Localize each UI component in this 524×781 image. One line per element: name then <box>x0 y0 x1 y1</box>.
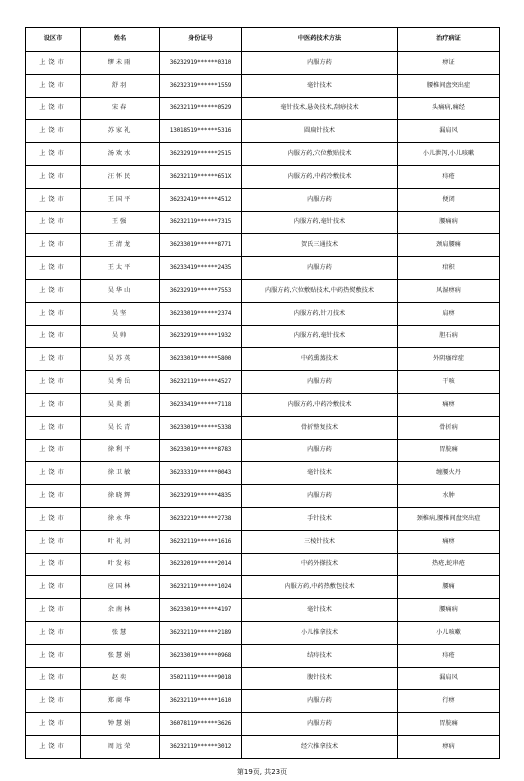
id-number-cell: 36232919******2515 <box>160 143 242 166</box>
district-cell: 上饶市 <box>26 576 81 599</box>
id-number-cell: 36233019******5338 <box>160 416 242 439</box>
condition-cell: 疳积 <box>398 257 500 280</box>
technique-cell: 三棱针技术 <box>242 530 398 553</box>
table-row <box>26 599 500 622</box>
id-number-cell: 36233019******8783 <box>160 439 242 462</box>
name-cell: 徐利平 <box>81 439 160 462</box>
name-cell: 宋春 <box>81 97 160 120</box>
district-cell: 上饶市 <box>26 530 81 553</box>
condition-cell: 颈肩腰痛 <box>398 234 500 257</box>
technique-cell: 腹针技术 <box>242 667 398 690</box>
table-row <box>26 485 500 508</box>
table-row <box>26 667 500 690</box>
name-cell: 舒羽 <box>81 74 160 97</box>
technique-cell: 手针技术 <box>242 507 398 530</box>
name-cell: 张慧娟 <box>81 644 160 667</box>
id-number-cell: 35021119******9018 <box>160 667 242 690</box>
district-cell: 上饶市 <box>26 257 81 280</box>
header-district: 设区市 <box>26 28 81 52</box>
name-cell: 钟慧娟 <box>81 713 160 736</box>
technique-cell: 内服方药,中药热敷包技术 <box>242 576 398 599</box>
technique-cell: 内服方药 <box>242 188 398 211</box>
condition-cell: 胆石病 <box>398 325 500 348</box>
technique-cell: 毫针技术,悬灸技术,刮痧技术 <box>242 97 398 120</box>
condition-cell: 骨折病 <box>398 416 500 439</box>
name-cell: 郑商华 <box>81 690 160 713</box>
practitioner-table <box>25 27 500 759</box>
technique-cell: 内服方药 <box>242 257 398 280</box>
id-number-cell: 36233019******2374 <box>160 302 242 325</box>
name-cell: 王清龙 <box>81 234 160 257</box>
technique-cell: 贺氏三通技术 <box>242 234 398 257</box>
condition-cell: 腰痛病 <box>398 599 500 622</box>
district-cell: 上饶市 <box>26 348 81 371</box>
technique-cell: 中药外搽技术 <box>242 553 398 576</box>
technique-cell: 内服方药,穴位敷贴技术 <box>242 143 398 166</box>
condition-cell: 小儿泄泻,小儿咳嗽 <box>398 143 500 166</box>
id-number-cell: 36233419******7118 <box>160 393 242 416</box>
district-cell: 上饶市 <box>26 211 81 234</box>
id-number-cell: 36232119******3012 <box>160 735 242 758</box>
district-cell: 上饶市 <box>26 553 81 576</box>
id-number-cell: 36233019******5800 <box>160 348 242 371</box>
condition-cell: 胃脘痛 <box>398 713 500 736</box>
technique-cell: 内服方药 <box>242 52 398 75</box>
id-number-cell: 36232219******2738 <box>160 507 242 530</box>
name-cell: 叶发标 <box>81 553 160 576</box>
table-body <box>26 52 500 759</box>
district-cell: 上饶市 <box>26 713 81 736</box>
table-row <box>26 97 500 120</box>
district-cell: 上饶市 <box>26 462 81 485</box>
table-row <box>26 393 500 416</box>
table-row <box>26 234 500 257</box>
condition-cell: 干咳 <box>398 371 500 394</box>
technique-cell: 结痔技术 <box>242 644 398 667</box>
name-cell: 徐晓辉 <box>81 485 160 508</box>
id-number-cell: 36232119******1024 <box>160 576 242 599</box>
table-row <box>26 325 500 348</box>
district-cell: 上饶市 <box>26 74 81 97</box>
id-number-cell: 36233019******4197 <box>160 599 242 622</box>
name-cell: 缪未雨 <box>81 52 160 75</box>
table-row <box>26 713 500 736</box>
condition-cell: 痔疮 <box>398 644 500 667</box>
technique-cell: 小儿推拿技术 <box>242 621 398 644</box>
condition-cell: 行痹 <box>398 690 500 713</box>
district-cell: 上饶市 <box>26 143 81 166</box>
name-cell: 苏家礼 <box>81 120 160 143</box>
name-cell: 汪怀民 <box>81 165 160 188</box>
district-cell: 上饶市 <box>26 371 81 394</box>
name-cell: 吴长青 <box>81 416 160 439</box>
name-cell: 王强 <box>81 211 160 234</box>
condition-cell: 头痛病,痛经 <box>398 97 500 120</box>
condition-cell: 水肿 <box>398 485 500 508</box>
id-number-cell: 36232119******7315 <box>160 211 242 234</box>
id-number-cell: 36232119******4527 <box>160 371 242 394</box>
table-row <box>26 530 500 553</box>
table-row <box>26 348 500 371</box>
table-row <box>26 439 500 462</box>
technique-cell: 骨折整复技术 <box>242 416 398 439</box>
condition-cell: 腰痛 <box>398 576 500 599</box>
page-number: 第19页, 共23页 <box>236 768 288 776</box>
technique-cell: 内服方药 <box>242 439 398 462</box>
id-number-cell: 36233419******2435 <box>160 257 242 280</box>
table-row <box>26 621 500 644</box>
technique-cell: 毫针技术 <box>242 599 398 622</box>
district-cell: 上饶市 <box>26 393 81 416</box>
header-technique: 中医药技术方法 <box>242 28 398 52</box>
condition-cell: 缠腰火丹 <box>398 462 500 485</box>
id-number-cell: 36232119******2189 <box>160 621 242 644</box>
id-number-cell: 13018519******5316 <box>160 120 242 143</box>
technique-cell: 内服方药 <box>242 371 398 394</box>
table-row <box>26 462 500 485</box>
id-number-cell: 36232919******7553 <box>160 279 242 302</box>
district-cell: 上饶市 <box>26 599 81 622</box>
id-number-cell: 36233019******0968 <box>160 644 242 667</box>
id-number-cell: 36078119******3626 <box>160 713 242 736</box>
condition-cell: 漏肩风 <box>398 667 500 690</box>
name-cell: 周远荣 <box>81 735 160 758</box>
id-number-cell: 36232119******1616 <box>160 530 242 553</box>
condition-cell: 痛痹 <box>398 393 500 416</box>
district-cell: 上饶市 <box>26 120 81 143</box>
district-cell: 上饶市 <box>26 485 81 508</box>
district-cell: 上饶市 <box>26 439 81 462</box>
name-cell: 余南林 <box>81 599 160 622</box>
technique-cell: 内服方药 <box>242 485 398 508</box>
condition-cell: 肩痹 <box>398 302 500 325</box>
table-row <box>26 279 500 302</box>
district-cell: 上饶市 <box>26 165 81 188</box>
district-cell: 上饶市 <box>26 667 81 690</box>
name-cell: 汤欢水 <box>81 143 160 166</box>
table-row <box>26 188 500 211</box>
condition-cell: 腰痛病 <box>398 211 500 234</box>
condition-cell: 颈椎病,腰椎间盘突出症 <box>398 507 500 530</box>
technique-cell: 毫针技术 <box>242 74 398 97</box>
name-cell: 王国平 <box>81 188 160 211</box>
condition-cell: 风湿痹病 <box>398 279 500 302</box>
table-row <box>26 416 500 439</box>
condition-cell: 漏肩风 <box>398 120 500 143</box>
table-row <box>26 165 500 188</box>
technique-cell: 毫针技术 <box>242 462 398 485</box>
district-cell: 上饶市 <box>26 507 81 530</box>
district-cell: 上饶市 <box>26 325 81 348</box>
id-number-cell: 36232919******0310 <box>160 52 242 75</box>
header-name: 姓名 <box>81 28 160 52</box>
id-number-cell: 36232119******0529 <box>160 97 242 120</box>
id-number-cell: 36233319******0043 <box>160 462 242 485</box>
table-row <box>26 553 500 576</box>
name-cell: 叶礼河 <box>81 530 160 553</box>
technique-cell: 圆扁针技术 <box>242 120 398 143</box>
district-cell: 上饶市 <box>26 690 81 713</box>
district-cell: 上饶市 <box>26 279 81 302</box>
technique-cell: 内服方药,针刀技术 <box>242 302 398 325</box>
name-cell: 赵奕 <box>81 667 160 690</box>
id-number-cell: 36232119******651X <box>160 165 242 188</box>
technique-cell: 内服方药,穴位敷贴技术,中药热熨敷技术 <box>242 279 398 302</box>
name-cell: 徐永华 <box>81 507 160 530</box>
condition-cell: 痹证 <box>398 52 500 75</box>
id-number-cell: 36232919******4835 <box>160 485 242 508</box>
name-cell: 吴苏英 <box>81 348 160 371</box>
district-cell: 上饶市 <box>26 621 81 644</box>
technique-cell: 中药熏蒸技术 <box>242 348 398 371</box>
district-cell: 上饶市 <box>26 416 81 439</box>
id-number-cell: 36232419******4512 <box>160 188 242 211</box>
district-cell: 上饶市 <box>26 234 81 257</box>
name-cell: 吴坚 <box>81 302 160 325</box>
technique-cell: 内服方药,毫针技术 <box>242 325 398 348</box>
name-cell: 吴帅 <box>81 325 160 348</box>
technique-cell: 内服方药,中药冷敷技术 <box>242 393 398 416</box>
name-cell: 徐卫敏 <box>81 462 160 485</box>
id-number-cell: 36232319******1559 <box>160 74 242 97</box>
technique-cell: 经穴推拿技术 <box>242 735 398 758</box>
id-number-cell: 36232919******1932 <box>160 325 242 348</box>
technique-cell: 内服方药 <box>242 713 398 736</box>
table-row <box>26 211 500 234</box>
condition-cell: 热疮,蛇串疮 <box>398 553 500 576</box>
table-row <box>26 302 500 325</box>
technique-cell: 内服方药,中药冷敷技术 <box>242 165 398 188</box>
table-row <box>26 52 500 75</box>
name-cell: 应国林 <box>81 576 160 599</box>
district-cell: 上饶市 <box>26 97 81 120</box>
table-row <box>26 74 500 97</box>
district-cell: 上饶市 <box>26 644 81 667</box>
technique-cell: 内服方药 <box>242 690 398 713</box>
condition-cell: 痛痹 <box>398 530 500 553</box>
district-cell: 上饶市 <box>26 735 81 758</box>
id-number-cell: 36232019******2014 <box>160 553 242 576</box>
header-condition: 治疗病证 <box>398 28 500 52</box>
condition-cell: 腰椎间盘突出症 <box>398 74 500 97</box>
header-id-number: 身份证号 <box>160 28 242 52</box>
table-row <box>26 507 500 530</box>
id-number-cell: 36232119******1610 <box>160 690 242 713</box>
district-cell: 上饶市 <box>26 52 81 75</box>
table-row <box>26 371 500 394</box>
name-cell: 吴炎新 <box>81 393 160 416</box>
name-cell: 吴秀岳 <box>81 371 160 394</box>
condition-cell: 痹病 <box>398 735 500 758</box>
condition-cell: 痔疮 <box>398 165 500 188</box>
condition-cell: 小儿咳嗽 <box>398 621 500 644</box>
id-number-cell: 36233019******8771 <box>160 234 242 257</box>
name-cell: 王太平 <box>81 257 160 280</box>
table-row <box>26 257 500 280</box>
table-row <box>26 576 500 599</box>
table-row <box>26 120 500 143</box>
name-cell: 张慧 <box>81 621 160 644</box>
condition-cell: 便闭 <box>398 188 500 211</box>
district-cell: 上饶市 <box>26 302 81 325</box>
table-header-row <box>26 28 500 52</box>
technique-cell: 内服方药,毫针技术 <box>242 211 398 234</box>
condition-cell: 外阴瘙痒症 <box>398 348 500 371</box>
table-row <box>26 644 500 667</box>
table-row <box>26 735 500 758</box>
name-cell: 吴华山 <box>81 279 160 302</box>
table-row <box>26 690 500 713</box>
condition-cell: 胃脘痛 <box>398 439 500 462</box>
table-row <box>26 143 500 166</box>
district-cell: 上饶市 <box>26 188 81 211</box>
